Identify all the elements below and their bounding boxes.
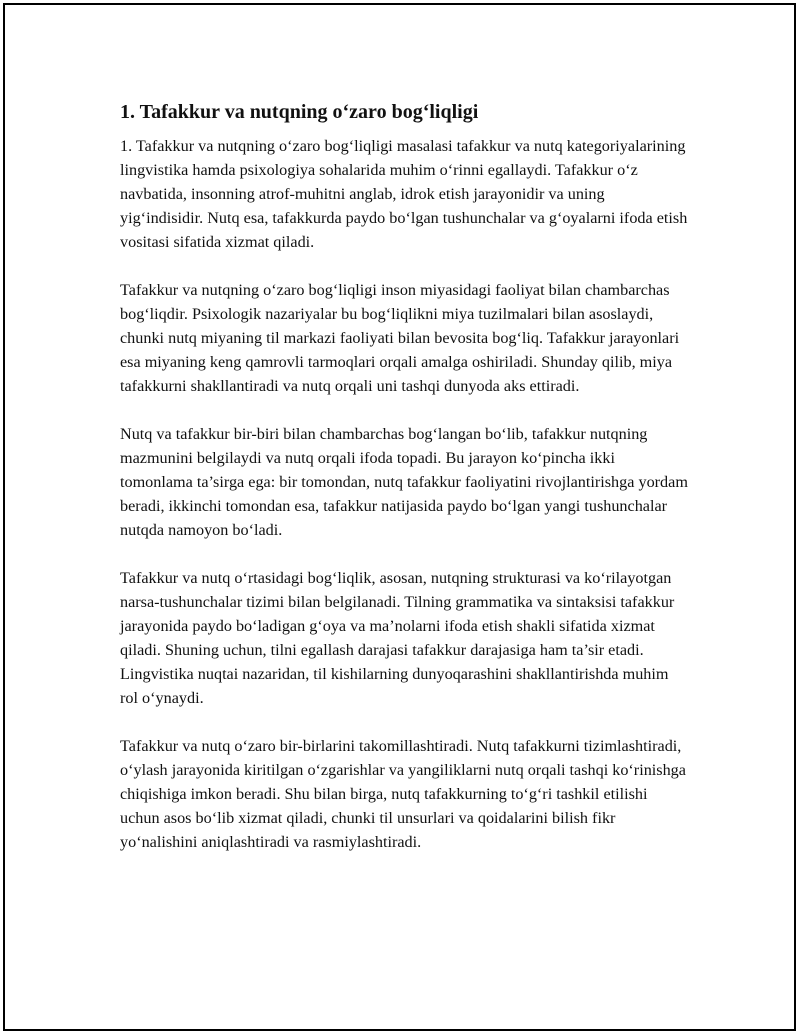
document-body: [120, 99, 690, 878]
paragraph-5: Tafakkur va nutq o‘zaro bir-birlarini takomillashtiradi. Nutq tafakkurni tizimlashtiradi, o‘ylash jarayonida kiritilgan o‘zgarishlar va yangiliklarni nutq orqali tashqi ko‘rinishga chiqishiga imkon beradi. Shu bilan birga, nutq tafakkurning to‘g‘ri tashkil etilishi uchun asos bo‘lib xizmat qiladi, chunki til unsurlari va qoidalarini bilish fikr yo‘nalishini aniqlashtiradi va rasmiylashtiradi.: [120, 737, 686, 851]
paragraph-1: 1. Tafakkur va nutqning o‘zaro bog‘liqligi masalasi tafakkur va nutq kategoriyalarining lingvistika hamda psixologiya sohalarida muhim o‘rinni egallaydi. Tafakkur o‘z navbatida, insonning atrof-muhitni anglab, idrok etish jarayonidir va uning yig‘indisidir. Nutq esa, tafakkurda paydo bo‘lgan tushunchalar va g‘oyalarni ifoda etish vositasi sifatida xizmat qiladi.: [120, 137, 688, 251]
document-page: [3, 3, 796, 1031]
paragraph-3: Nutq va tafakkur bir-biri bilan chambarchas bog‘langan bo‘lib, tafakkur nutqning mazmunini belgilaydi va nutq orqali ifoda topadi. Bu jarayon ko‘pincha ikki tomonlama ta’sirga ega: bir tomondan, nutq tafakkur faoliyatini rivojlantirishga yordam beradi, ikkinchi tomondan esa, tafakkur natijasida paydo bo‘lgan yangi tushunchalar nutqda namoyon bo‘ladi.: [120, 425, 688, 539]
document-title: 1. Tafakkur va nutqning o‘zaro bog‘liqligi: [120, 101, 479, 123]
paragraph-2: Tafakkur va nutqning o‘zaro bog‘liqligi inson miyasidagi faoliyat bilan chambarchas bog‘liqdir. Psixologik nazariyalar bu bog‘liqlikni miya tuzilmalari bilan asoslaydi, chunki nutq miyaning til markazi faoliyati bilan bevosita bog‘liq. Tafakkur jarayonlari esa miyaning keng qamrovli tarmoqlari orqali amalga oshiriladi. Shunday qilib, miya tafakkurni shakllantiradi va nutq orqali uni tashqi dunyoda aks ettiradi.: [120, 281, 680, 395]
paragraph-4: Tafakkur va nutq o‘rtasidagi bog‘liqlik, asosan, nutqning strukturasi va ko‘rilayotgan narsa-tushunchalar tizimi bilan belgilanadi. Tilning grammatika va sintaksisi tafakkur jarayonida paydo bo‘ladigan g‘oya va ma’nolarni ifoda etish shakli sifatida xizmat qiladi. Shuning uchun, tilni egallash darajasi tafakkur darajasiga ham ta’sir etadi. Lingvistika nuqtai nazaridan, til kishilarning dunyoqarashini shakllantirishda muhim rol o‘ynaydi.: [120, 569, 675, 707]
